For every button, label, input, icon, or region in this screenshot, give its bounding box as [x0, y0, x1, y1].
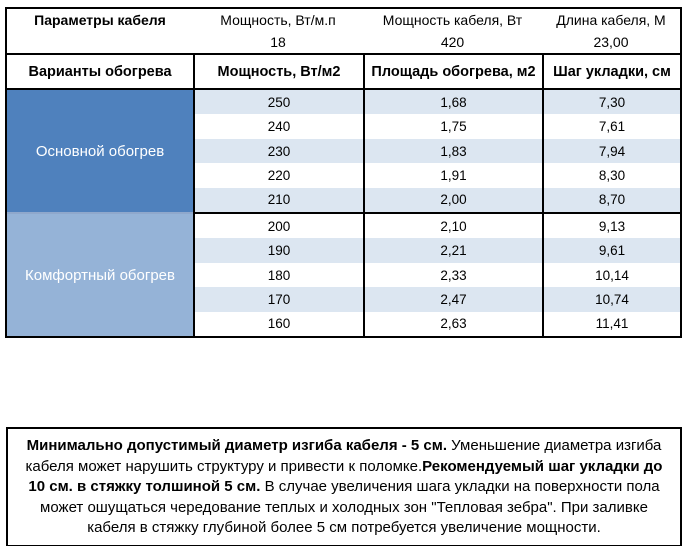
cable-length-value: 23,00 [593, 34, 629, 50]
power-cell: 190 [267, 243, 291, 259]
step-cell: 10,74 [542, 287, 680, 311]
power-cell: 250 [267, 94, 291, 110]
area-cell: 2,63 [363, 312, 542, 336]
power-per-meter-value: 18 [270, 34, 286, 50]
area-header: Площадь обогрева, м2 [363, 55, 542, 88]
power-cell: 180 [267, 267, 291, 283]
installation-note [6, 427, 682, 546]
cable-power-label: Мощность кабеля, Вт [382, 12, 523, 28]
area-cell: 2,33 [363, 263, 542, 287]
cable-params-title: Параметры кабеля [34, 12, 166, 28]
step-cell: 10,14 [542, 263, 680, 287]
area-cell: 1,75 [363, 114, 542, 138]
area-cell: 1,68 [363, 90, 542, 114]
step-cell: 7,30 [542, 90, 680, 114]
area-cell: 2,00 [363, 188, 542, 212]
cable-power-value: 420 [440, 34, 465, 50]
section-primary-heating: Основной обогрев [7, 90, 193, 212]
step-cell: 9,13 [542, 214, 680, 238]
table-row [195, 238, 680, 262]
step-cell: 9,61 [542, 238, 680, 262]
heating-header-row [7, 55, 680, 90]
note-segment-bold: Рекомендуемый шаг укладки до 10 см. в стяжку толшиной 5 см. [28, 457, 663, 495]
step-cell: 8,30 [542, 163, 680, 187]
table-row [195, 114, 680, 138]
variants-header: Варианты обогрева [28, 63, 172, 80]
power-cell: 220 [267, 167, 291, 183]
table-row [195, 287, 680, 311]
table-row [195, 163, 680, 187]
note-segment-bold: Минимально допустимый диаметр изгиба кабеля - 5 см. [26, 437, 448, 454]
power-cell: 200 [267, 218, 291, 234]
table-row [195, 312, 680, 336]
area-cell: 2,10 [363, 214, 542, 238]
table-row [195, 139, 680, 163]
step-cell: 11,41 [542, 312, 680, 336]
note-segment: В случае увеличения шага укладки на поверхности пола может ошущаться чередование теплых и холодных зон "Тепловая зебра". При заливке кабеля в стяжку глубиной более 5 см потребуется увеличение мощности. [40, 478, 660, 536]
heating-sections-column [7, 90, 195, 336]
power-header: Мощность, Вт/м2 [193, 55, 363, 88]
step-cell: 8,70 [542, 188, 680, 212]
power-cell: 160 [267, 316, 291, 332]
power-per-meter-label: Мощность, Вт/м.п [220, 12, 336, 28]
section-comfort-heating: Комфортный обогрев [7, 212, 193, 336]
area-cell: 2,47 [363, 287, 542, 311]
empty-cell [7, 31, 193, 53]
area-cell: 1,91 [363, 163, 542, 187]
area-cell: 1,83 [363, 139, 542, 163]
table-row [195, 188, 680, 212]
cable-table [5, 7, 682, 338]
power-cell: 230 [267, 143, 291, 159]
table-row [195, 263, 680, 287]
cable-params-labels-row [7, 9, 680, 31]
heating-data-area [7, 90, 680, 336]
cable-params-values-row [7, 31, 680, 53]
area-cell: 2,21 [363, 238, 542, 262]
cable-length-label: Длина кабеля, М [556, 12, 666, 28]
note-segment: Уменьшение диаметра изгиба кабеля может нарушить структуру и привести к поломке. [25, 437, 662, 475]
heating-rows [195, 90, 680, 336]
step-header: Шаг укладки, см [542, 55, 680, 88]
table-row [195, 90, 680, 114]
power-cell: 210 [267, 192, 291, 208]
table-row [195, 212, 680, 238]
step-cell: 7,94 [542, 139, 680, 163]
power-cell: 240 [267, 119, 291, 135]
step-cell: 7,61 [542, 114, 680, 138]
power-cell: 170 [267, 291, 291, 307]
